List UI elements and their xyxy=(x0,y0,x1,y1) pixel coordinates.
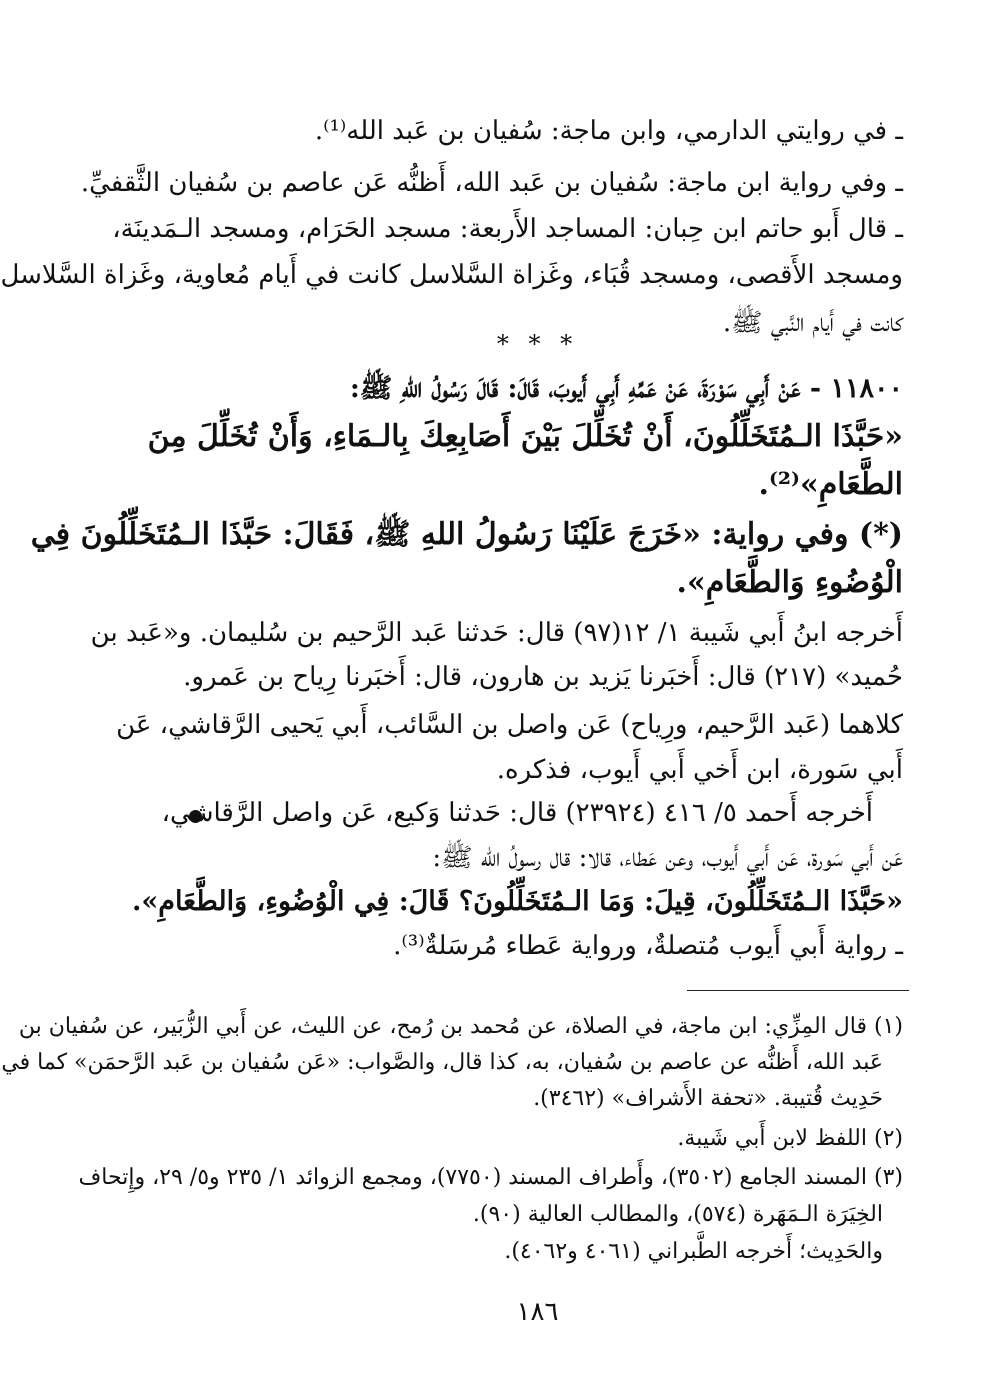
takhrij-line: أَخرجه ابنُ أَبي شَيبة ١/ ١٢(٩٧) قال: حَدثنا عَبد الرَّحيم بن سُليمان. و«عَبد بن xyxy=(90,618,903,648)
hadith-variant-line: الْوُضُوءِ وَالطَّعَامِ». xyxy=(676,565,903,600)
footnote-line: (٢) اللفظ لابن أَبي شَيبة. xyxy=(677,1126,903,1151)
note-line: ـ وفي رواية ابن ماجة: سُفيان بن عَبد الله، أَظنُّه عَن عاصم بن سُفيان الثَّقفيِّ. xyxy=(80,168,903,198)
note-line: ـ في روايتي الدارمي، وابن ماجة: سُفيان بن عَبد الله⁽¹⁾. xyxy=(314,116,903,146)
note-line: كانت في أَيام النَّبي ﷺ. xyxy=(722,308,903,338)
hadith-quote-line: «حَبَّذَا الـمُتَخَلِّلُونَ، قِيلَ: وَمَا الـمُتَخَلِّلُونَ؟ قَالَ: فِي الْوُضُوءِ، وَالطَّعَامِ». xyxy=(131,886,903,917)
takhrij-line: ـ رواية أَبي أَيوب مُتصلةٌ، ورواية عَطاء مُرسَلةٌ⁽³⁾. xyxy=(393,931,903,961)
hadith-variant-line: (*) وفي رواية: «خَرَجَ عَلَيْنَا رَسُولُ اللهِ ﷺ، فَقَالَ: حَبَّذَا الـمُتَخَلِّلُونَ فِي xyxy=(30,517,903,552)
takhrij-line: أَبي سَورة، ابن أَخي أَبي أَيوب، فذكره. xyxy=(496,755,903,785)
takhrij-line: كلاهما (عَبد الرَّحيم، ورِياح) عَن واصل بن السَّائب، أَبي يَحيى الرَّقاشي، عَن xyxy=(116,710,903,740)
hadith-line: الطَّعَامِ»⁽²⁾. xyxy=(758,467,903,502)
hadith-heading: ١١٨٠٠ - عَنْ أَبِي سَوْرَةَ، عَنْ عَمِّهِ أَبِي أَيوبَ، قَالَ: قَالَ رَسُولُ اللهِ ﷺ: xyxy=(349,373,903,404)
takhrij-line: عَن أَبي سَورة، عَن أَبي أَيوب، وعن عَطاء، قالا: قال رسولُ الله ﷺ: xyxy=(432,843,903,873)
footnote-separator xyxy=(687,990,909,991)
footnote-line: عَبد الله، أَظنُّه عن عاصم بن سُفيان، به، كذا قال، والصَّواب: «عَن سُفيان بن عَبد الرَّحمَن» كما في xyxy=(1,1050,883,1075)
footnote-line: (١) قال المِزِّي: ابن ماجة، في الصلاة، عن مُحمد بن رُمح، عن الليث، عن أَبي الزُّبَير، عن سُفيان بن xyxy=(18,1014,903,1039)
footnote-line: الخِيَرَة الـمَهَرة (٥٧٤)، والمطالب العالية (٩٠). xyxy=(472,1202,883,1227)
footnote-line: حَدِيث قُتيبة. «تحفة الأَشراف» (٣٤٦٢). xyxy=(533,1086,883,1111)
note-line: ـ قال أَبو حاتم ابن حِبان: المساجد الأَربعة: مسجد الحَرَام، ومسجد الـمَدينَة، xyxy=(112,214,903,244)
hadith-line: «حَبَّذَا الـمُتَخَلِّلُونَ، أَنْ تُخَلِّلَ بَيْنَ أَصَابِعِكَ بِالـمَاءِ، وَأَنْ تُخَلِّلَ مِنَ xyxy=(147,419,903,454)
takhrij-line: حُميد» (٢١٧) قال: أَخبَرنا يَزيد بن هارون، قال: أَخبَرنا رِياح بن عَمرو. xyxy=(183,662,903,692)
note-line: ومسجد الأَقصى، ومسجد قُبَاء، وغَزاة السَّلاسل كانت في أَيام مُعاوية، وغَزاة السَّلاسل xyxy=(0,260,903,290)
footnote-line: والحَدِيث؛ أَخرجه الطَّبراني (٤٠٦١ و٤٠٦٢). xyxy=(504,1239,883,1264)
section-divider: * * * xyxy=(496,330,579,358)
takhrij-line: أَخرجه أَحمد ٥/ ٤١٦ (٢٣٩٢٤) قال: حَدثنا وَكيع، عَن واصل الرَّقاشي، xyxy=(161,798,873,828)
footnote-line: (٣) المسند الجامع (٣٥٠٢)، وأَطراف المسند (٧٧٥٠)، ومجمع الزوائد ١/ ٢٣٥ و٥/ ٢٩، وإِتحاف xyxy=(78,1165,903,1190)
page-number: ١٨٦ xyxy=(516,1297,559,1327)
